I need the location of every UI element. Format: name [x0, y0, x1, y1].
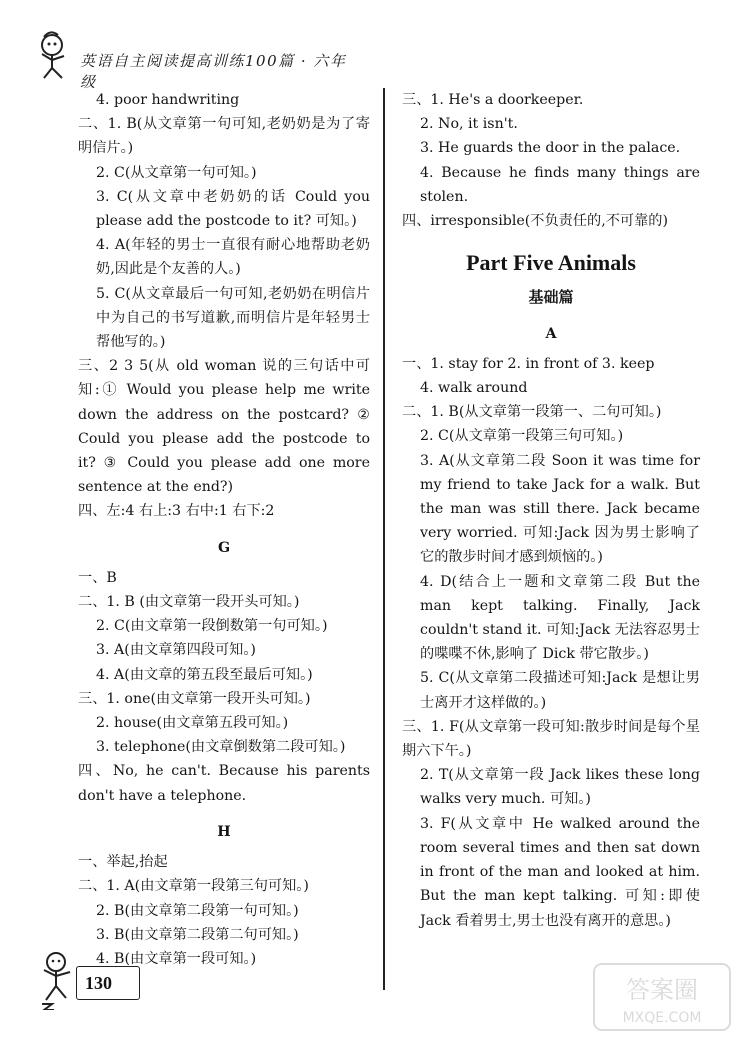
answer-line: 二、1. B(从文章第一句可知,老奶奶是为了寄明信片。)	[78, 116, 370, 157]
answer-line: 5. C(从文章最后一句可知,老奶奶在明信片中为自己的书写道歉,而明信片是年轻男士帮他写的。)	[96, 285, 370, 351]
section-heading: Part Five Animals	[466, 250, 636, 276]
section-heading: G	[217, 539, 231, 556]
answer-line: 3. A(由文章第四段可知。)	[96, 642, 256, 659]
section-heading: A	[545, 325, 557, 342]
section-heading: H	[217, 823, 231, 840]
answer-line: 4. Because he finds many things are stolen.	[420, 164, 700, 205]
mascot-icon	[34, 950, 78, 1010]
answer-line: 一、举起,抬起	[78, 854, 168, 871]
watermark	[592, 962, 732, 1036]
book-title: 英语自主阅读提高训练100篇 · 六年级	[80, 52, 347, 91]
page-header	[30, 30, 360, 91]
answer-line: 3. He guards the door in the palace.	[420, 140, 681, 157]
answer-line: 2. C(由文章第一段倒数第一句可知。)	[96, 618, 328, 635]
answer-line: 2. No, it isn't.	[420, 116, 518, 133]
answer-line: 三、1. one(由文章第一段开头可知。)	[78, 690, 311, 707]
answer-line: 2. house(由文章第五段可知。)	[96, 715, 289, 732]
answer-line: 三、2 3 5(从 old woman 说的三句话中可知:① Would you please help me write down the address on the postcard? ② Could you please add the postcode to it? ③ Could you please add one more sentence at the end?)	[78, 358, 370, 496]
mascot-icon	[30, 30, 78, 82]
answer-line: 二、1. B (由文章第一段开头可知。)	[78, 594, 300, 611]
answer-line: 4. A(由文章的第五段至最后可知。)	[96, 666, 313, 683]
answer-line: 4. walk around	[420, 380, 528, 397]
answer-line: 3. B(由文章第二段第二句可知。)	[96, 926, 299, 943]
answer-line: 2. B(由文章第二段第一句可知。)	[96, 902, 299, 919]
left-column	[78, 88, 370, 971]
watermark-url: MXQE.COM	[622, 1010, 702, 1026]
answer-line: 四、irresponsible(不负责任的,不可靠的)	[402, 213, 669, 230]
answer-line: 4. B(由文章第一段可知。)	[96, 950, 257, 967]
answer-line: 四、左:4 右上:3 右中:1 右下:2	[78, 503, 275, 520]
page-number: 130	[76, 966, 140, 1000]
answer-line: 2. T(从文章第一段 Jack likes these long walks very much. 可知。)	[420, 767, 700, 808]
answer-line: 二、1. A(由文章第一段第三句可知。)	[78, 878, 309, 895]
page-footer	[34, 950, 154, 1010]
answer-line: 3. telephone(由文章倒数第二段可知。)	[96, 739, 346, 756]
column-divider	[383, 88, 385, 990]
answer-line: 5. C(从文章第二段描述可知:Jack 是想让男士离开才这样做的。)	[420, 670, 700, 711]
answer-line: 2. C(从文章第一段第三句可知。)	[420, 428, 624, 445]
answer-line: 三、1. F(从文章第一段可知:散步时间是每个星期六下午。)	[402, 718, 700, 760]
answer-line: 二、1. B(从文章第一段第一、二句可知。)	[402, 404, 662, 421]
answer-line: 四、No, he can't. Because his parents don't have a telephone.	[78, 763, 370, 804]
answer-line: 3. A(从文章第二段 Soon it was time for my friend to take Jack for a walk. But the man was still there. Jack became very worried. 可知:Jack 因为男士影响了它的散步时间才感到烦恼的。)	[420, 452, 700, 566]
answer-line: 一、1. stay for 2. in front of 3. keep	[402, 355, 655, 372]
answer-line: 4. D(结合上一题和文章第二段 But the man kept talking. Finally, Jack couldn't stand it. 可知:Jack 无法容忍男士的喋喋不休,影响了 Dick 带它散步。)	[420, 573, 700, 663]
watermark-text: 答案圈	[626, 976, 698, 1004]
answer-line: 4. A(年轻的男士一直很有耐心地帮助老奶奶,因此是个友善的人。)	[96, 237, 370, 278]
right-column	[402, 88, 700, 933]
answer-line: 3. F(从文章中 He walked around the room several times and then sat down in front of the man and looked at him. But the man kept talking. 可知:即使 Jack 看着男士,男士也没有离开的意思。)	[420, 815, 700, 929]
answer-line: 2. C(从文章第一句可知。)	[96, 164, 257, 181]
section-heading: 基础篇	[528, 288, 574, 307]
answer-line: 三、1. He's a doorkeeper.	[402, 92, 584, 108]
answer-line: 一、B	[78, 569, 117, 586]
answer-line: 3. C(从文章中老奶奶的话 Could you please add the postcode to it? 可知。)	[96, 188, 370, 230]
answer-line: 4. poor handwriting	[96, 92, 240, 108]
